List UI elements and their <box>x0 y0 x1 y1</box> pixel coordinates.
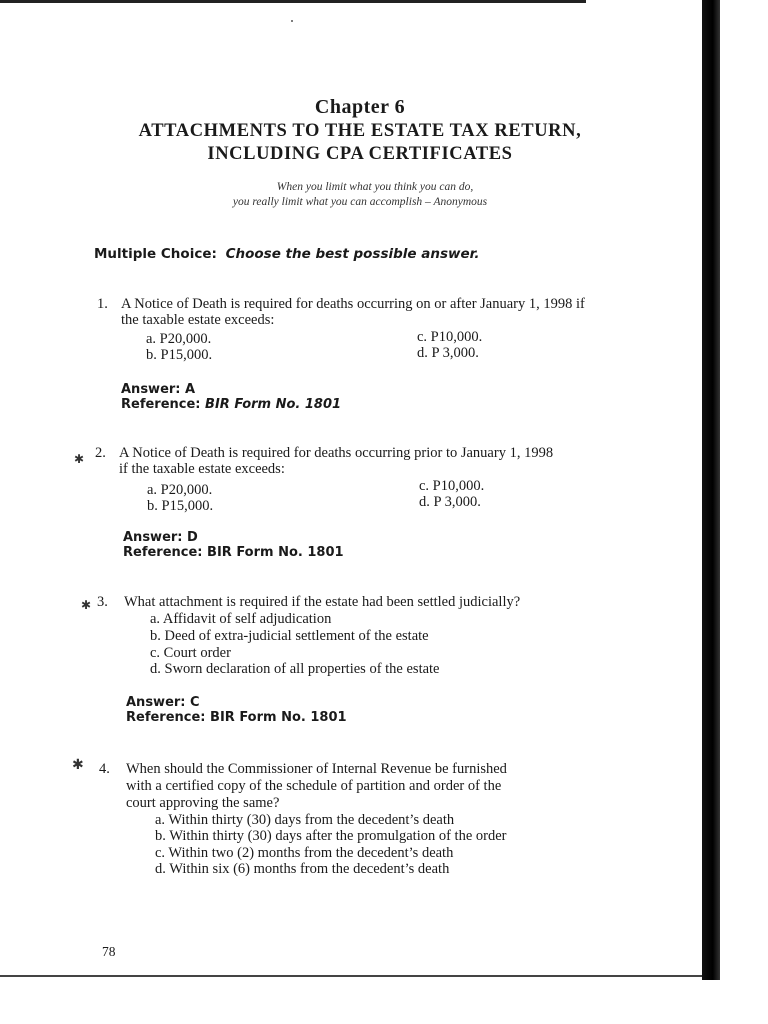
option-c: c. P10,000. <box>417 329 483 345</box>
option-d: d. Sworn declaration of all properties of the estate <box>150 661 440 677</box>
option-a: a. Affidavit of self adjudication <box>150 611 332 627</box>
option-a: a. P20,000. <box>146 331 212 347</box>
reference-label: Reference: <box>126 710 206 725</box>
question-stem-line-1: When should the Commissioner of Internal Revenue be furnished <box>126 761 507 777</box>
reference-text: BIR Form No. 1801 <box>210 710 347 725</box>
question-number: 2. <box>95 445 106 461</box>
instructions-text: Choose the best possible answer. <box>225 246 480 262</box>
chapter-title-line-1: ATTACHMENTS TO THE ESTATE TAX RETURN, <box>138 121 582 141</box>
instructions-label: Multiple Choice: <box>94 246 217 262</box>
chapter-heading: Chapter 6 <box>314 96 406 118</box>
asterisk-mark: ✱ <box>74 452 85 466</box>
question-number: 4. <box>99 761 110 777</box>
option-b: b. P15,000. <box>146 347 213 363</box>
reference-label: Reference: <box>123 545 203 560</box>
option-c: c. Within two (2) months from the decedent’s death <box>155 845 454 861</box>
asterisk-mark: ✱ <box>81 598 92 612</box>
asterisk-mark: ✱ <box>72 757 84 773</box>
question-2 <box>95 445 635 565</box>
option-b: b. Within thirty (30) days after the promulgation of the order <box>155 828 507 844</box>
option-d: d. P 3,000. <box>417 345 479 361</box>
question-1 <box>97 296 637 416</box>
question-stem: What attachment is required if the estate had been settled judicially? <box>124 594 521 610</box>
option-a: a. Within thirty (30) days from the decedent’s death <box>155 812 455 828</box>
reference <box>123 545 344 561</box>
option-a: a. P20,000. <box>147 482 213 498</box>
question-stem: A Notice of Death is required for deaths occurring on or after January 1, 1998 if the taxable estate exceeds: <box>121 296 585 328</box>
answer: Answer: C <box>126 695 200 710</box>
question-stem: A Notice of Death is required for deaths occurring prior to January 1, 1998 if the taxable estate exceeds: <box>119 445 554 477</box>
answer: Answer: A <box>121 382 196 397</box>
reference-label: Reference: <box>121 397 201 412</box>
option-b: b. Deed of extra-judicial settlement of the estate <box>150 628 429 644</box>
option-b: b. P15,000. <box>147 498 214 514</box>
reference-text: BIR Form No. 1801 <box>207 545 344 560</box>
instructions <box>94 246 480 262</box>
speck <box>291 20 293 22</box>
chapter-title-line-2: INCLUDING CPA CERTIFICATES <box>207 144 513 164</box>
option-c: c. Court order <box>150 645 231 661</box>
answer: Answer: D <box>123 530 198 545</box>
page-binding-shadow <box>702 0 720 980</box>
option-d: d. Within six (6) months from the decedent’s death <box>155 861 450 877</box>
page-number: 78 <box>102 944 116 959</box>
option-d: d. P 3,000. <box>419 494 481 510</box>
option-c: c. P10,000. <box>419 478 485 494</box>
page-bottom-edge <box>0 975 702 977</box>
reference <box>126 710 347 726</box>
question-stem-line-2: with a certified copy of the schedule of partition and order of the <box>126 778 502 794</box>
page-top-edge <box>0 0 586 3</box>
question-number: 3. <box>97 594 108 610</box>
question-stem-line-3: court approving the same? <box>126 795 280 811</box>
reference <box>121 397 341 413</box>
question-4 <box>99 761 659 881</box>
question-number: 1. <box>97 296 108 312</box>
epigraph-line-1: When you limit what you think you can do, <box>276 181 474 193</box>
question-3 <box>97 594 657 724</box>
reference-text: BIR Form No. 1801 <box>205 397 342 412</box>
epigraph-line-2: you really limit what you can accomplish – Anonymous <box>232 196 488 208</box>
